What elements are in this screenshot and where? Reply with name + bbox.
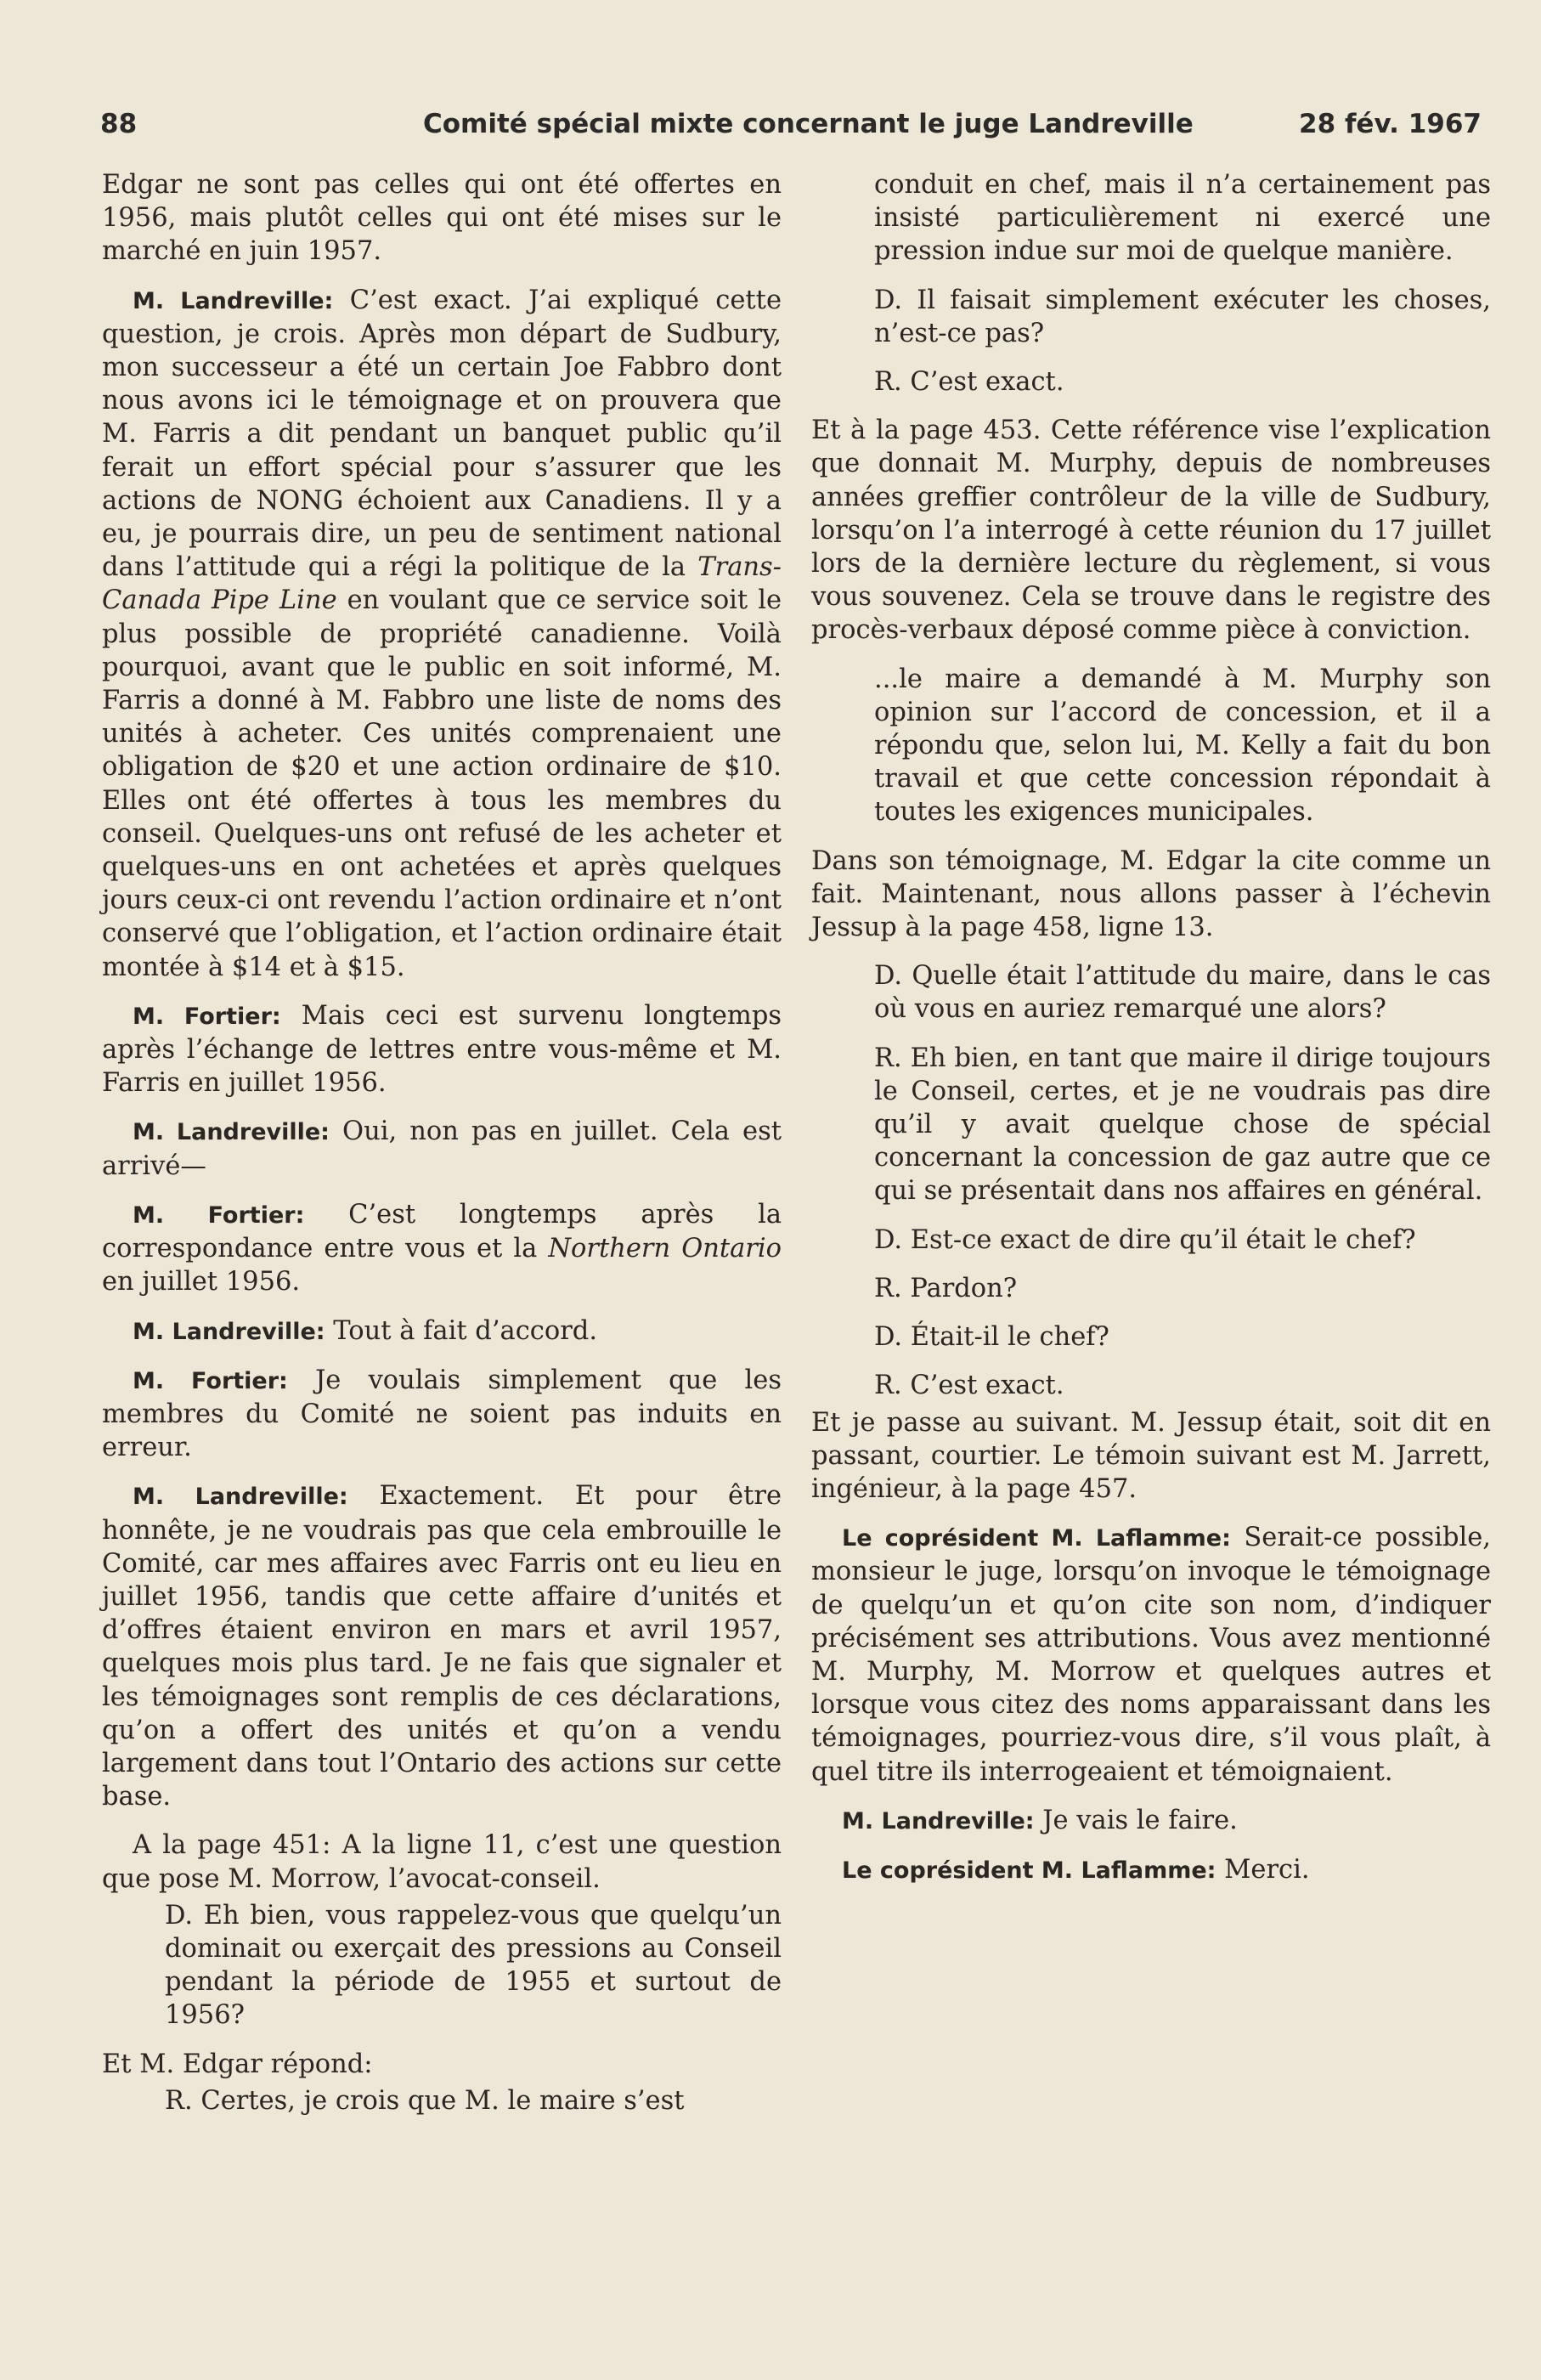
speaker-label: Le coprésident M. Laflamme: <box>842 1525 1231 1552</box>
speaker-label: M. Landreville: <box>133 1484 348 1511</box>
quote-answer: conduit en chef, mais il n’a certainement pas insisté particulièrement ni exercé une pression indue sur moi de quelque manière. <box>874 170 1491 267</box>
speech-text: Exactement. Et pour être honnête, je ne voudrais pas que cela embrouille le Comité, car mes affaires avec Farris ont eu lieu en juillet 1956, tandis que cette affaire d’unités et d’offres étaient environ en mars et avril 1957, quelques mois plus tard. Je ne fais que signaler et les témoignages sont remplis de ces déclarations, qu’on a offert des unités et qu’on a vendu largement dans tout l’Ontario des actions sur cette base. <box>102 1481 782 1812</box>
speech-text: Tout à fait d’accord. <box>325 1315 598 1346</box>
quote-minutes: ...le maire a demandé à M. Murphy son opinion sur l’accord de concession, et il a répondu que, selon lui, M. Kelly a fait du bon travail et que cette concession répondait à toutes les exigences municipales. <box>874 664 1491 828</box>
quote-answer: R. C’est exact. <box>874 367 1064 398</box>
quote-answer: R. C’est exact. <box>874 1371 1064 1401</box>
speech-paragraph <box>102 284 782 984</box>
quote-question: D. Était-il le chef? <box>874 1322 1109 1353</box>
speech-paragraph <box>811 1521 1491 1789</box>
speech-paragraph <box>811 1804 1491 1838</box>
speech-paragraph <box>102 999 782 1100</box>
speaker-label: M. Landreville: <box>133 1119 330 1146</box>
speaker-label: M. Landreville: <box>133 1318 325 1345</box>
paragraph: Et M. Edgar répond: <box>102 2049 373 2079</box>
speaker-label: M. Fortier: <box>133 1201 305 1229</box>
speaker-label: M. Landreville: <box>842 1807 1035 1834</box>
speech-paragraph <box>102 1479 782 1813</box>
speech-text: Merci. <box>1216 1854 1310 1885</box>
page-number: 88 <box>100 109 138 139</box>
quote-answer: R. Eh bien, en tant que maire il dirige toujours le Conseil, certes, et je ne voudrais pas dire qu’il y avait quelque chose de spécial concernant la concession de gaz autre que ce qui se présentait dans nos affaires en général. <box>874 1043 1491 1207</box>
quote-question: D. Il faisait simplement exécuter les choses, n’est-ce pas? <box>874 285 1491 348</box>
speech-text: Je voulais simplement que les membres du Comité ne soient pas induits en erreur. <box>102 1365 782 1463</box>
speaker-label: M. Landreville: <box>133 287 334 314</box>
speech-text: Serait-ce possible, monsieur le juge, lorsqu’on invoque le témoignage de quelqu’un et qu’on cite son nom, d’indiquer précisément ses attributions. Vous avez mentionné M. Murphy, M. Morrow et quelques autres et lorsque vous citez des noms apparaissant dans les témoignages, pourriez-vous dire, s’il vous plaît, à quel titre ils interrogeaient et témoignaient. <box>811 1523 1492 1787</box>
header-date: 28 fév. 1967 <box>1299 109 1482 139</box>
quote-answer: R. Pardon? <box>874 1273 1018 1303</box>
quote-question: D. Quelle était l’attitude du maire, dans le cas où vous en auriez remarqué une alors? <box>874 961 1491 1025</box>
paragraph: A la page 451: A la ligne 11, c’est une question que pose M. Morrow, l’avocat-conseil. <box>102 1830 782 1894</box>
quote-answer: R. Certes, je crois que M. le maire s’est <box>165 2085 685 2116</box>
speech-paragraph <box>102 1115 782 1182</box>
speech-paragraph <box>102 1364 782 1465</box>
paragraph: Edgar ne sont pas celles qui ont été offertes en 1956, mais plutôt celles qui ont été mises sur le marché en juin 1957. <box>102 170 782 267</box>
speech-text: C’est exact. J’ai expliqué cette question, je crois. Après mon départ de Sudbury, mon successeur a été un certain Joe Fabbro dont nous avons ici le témoignage et on prouvera que M. Farris a dit pendant un banquet public qu’il ferait un effort spécial pour s’assurer que les actions de NONG échoient aux Canadiens. Il y a eu, je pourrais dire, un peu de sentiment national dans l’attitude qui a régi la politique de la <box>102 285 782 583</box>
speaker-label: M. Fortier: <box>133 1003 281 1030</box>
paragraph: Et à la page 453. Cette référence vise l’explication que donnait M. Murphy, depuis de nombreuses années greffier contrôleur de la ville de Sudbury, lorsqu’on l’a interrogé à cette réunion du 17 juillet lors de la dernière lecture du règlement, si vous vous souvenez. Cela se trouve dans le registre des procès-verbaux déposé comme pièce à conviction. <box>811 416 1491 646</box>
speech-text: Oui, non pas en juillet. Cela est arrivé— <box>102 1117 782 1181</box>
speech-text: Mais ceci est survenu longtemps après l’échange de lettres entre vous-même et M. Farris en juillet 1956. <box>102 1000 782 1099</box>
italic-text: Trans-Canada Pipe Line <box>102 552 782 616</box>
right-column <box>811 168 1491 1902</box>
speaker-label: Le coprésident M. Laflamme: <box>842 1857 1216 1884</box>
left-column <box>102 168 782 2121</box>
quote-question: D. Eh bien, vous rappelez-vous que quelqu’un dominait ou exerçait des pressions au Conseil pendant la période de 1955 et surtout de 1956? <box>165 1900 782 2031</box>
paragraph: Dans son témoignage, M. Edgar la cite comme un fait. Maintenant, nous allons passer à l’échevin Jessup à la page 458, ligne 13. <box>811 845 1491 943</box>
quote-question: D. Est-ce exact de dire qu’il était le chef? <box>874 1224 1416 1255</box>
speech-text: en voulant que ce service soit le plus possible de propriété canadienne. Voilà pourquoi, avant que le public en soit informé, M. Farris a donné à M. Fabbro une liste de noms des unités à acheter. Ces unités comprenaient une obligation de $20 et une action ordinaire de $10. Elles ont été offertes à tous les membres du conseil. Quelques-uns ont refusé de les acheter et quelques-uns en ont achetées et après quelques jours ceux-ci ont revendu l’action ordinaire et n’ont conservé que l’obligation, et l’action ordinaire était montée à $14 et à $15. <box>102 585 782 982</box>
speech-paragraph <box>811 1853 1491 1887</box>
speech-text: Je vais le faire. <box>1034 1805 1238 1835</box>
speech-text: C’est longtemps après la correspondance entre vous et la <box>102 1199 782 1264</box>
speech-paragraph <box>102 1314 782 1348</box>
running-title: Comité spécial mixte concernant le juge Landreville <box>423 109 1194 139</box>
paragraph: Et je passe au suivant. M. Jessup était, soit dit en passant, courtier. Le témoin suivant est M. Jarrett, ingénieur, à la page 457. <box>811 1407 1491 1504</box>
speech-paragraph <box>102 1198 782 1299</box>
italic-text: Northern Ontario <box>548 1234 782 1264</box>
speaker-label: M. Fortier: <box>133 1367 288 1394</box>
page-header <box>100 100 1482 151</box>
speech-text: en juillet 1956. <box>102 1267 301 1297</box>
